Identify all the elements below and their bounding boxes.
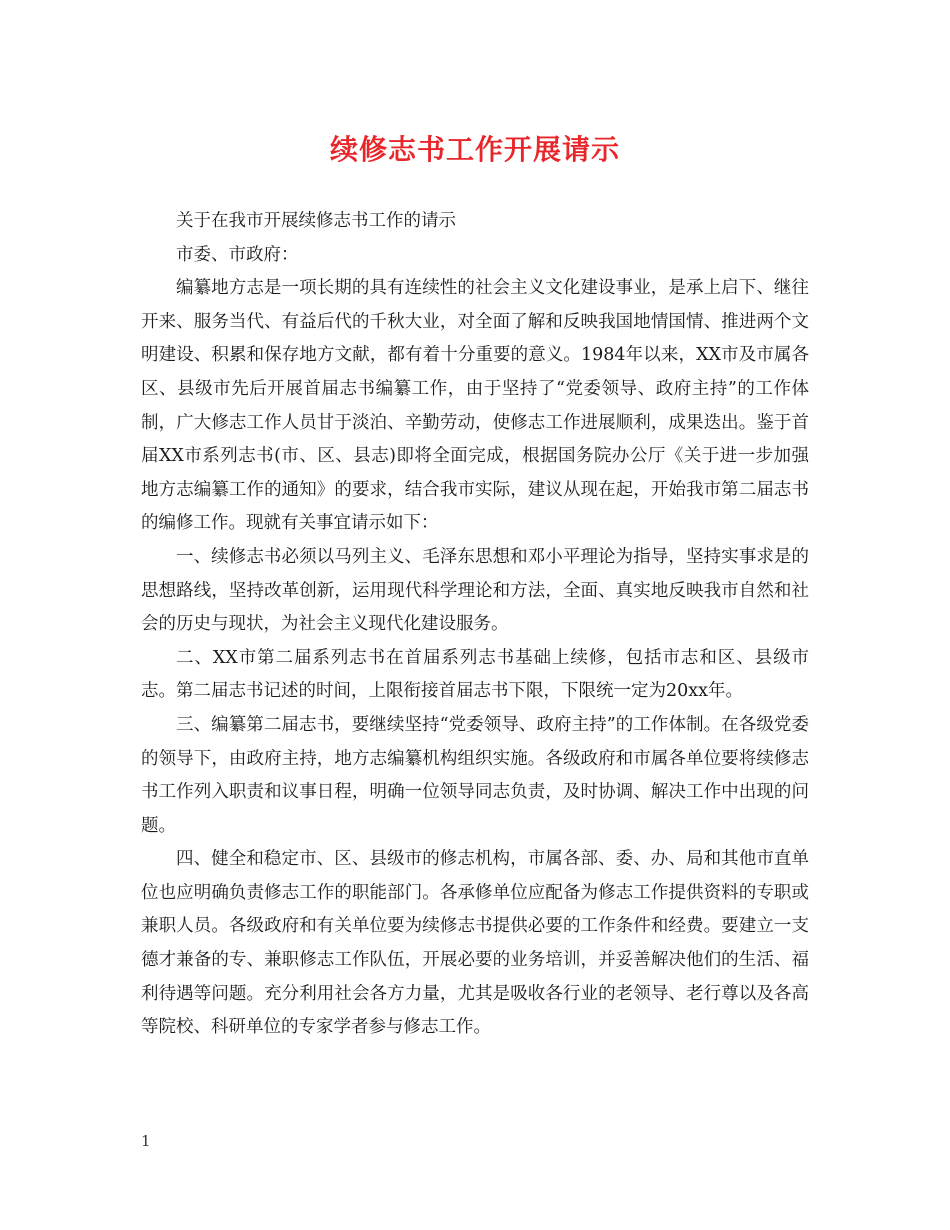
- paragraph-item-3: 三、编纂第二届志书，要继续坚持“党委领导、政府主持”的工作体制。在各级党委的领导下，由政府主持，地方志编纂机构组织实施。各级政府和市属各单位要将续修志书工作列入职责和议事日程，明确一位领导同志负责，及时协调、解决工作中出现的问题。: [141, 714, 809, 836]
- paragraph-item-4: 四、健全和稳定市、区、县级市的修志机构，市属各部、委、办、局和其他市直单位也应明确负责修志工作的职能部门。各承修单位应配备为修志工作提供资料的专职或兼职人员。各级政府和有关单位要为续修志书提供必要的工作条件和经费。要建立一支德才兼备的专、兼职修志工作队伍，开展必要的业务培训，并妥善解决他们的生活、福利待遇等问题。充分利用社会各方力量，尤其是吸收各行业的老领导、老行尊以及各高等院校、科研单位的专家学者参与修志工作。: [141, 849, 809, 1038]
- salutation: 市委、市政府：: [176, 244, 299, 265]
- page-number: 1: [141, 1132, 151, 1150]
- paragraph-intro: 编纂地方志是一项长期的具有连续性的社会主义文化建设事业，是承上启下、继往开来、服务当代、有益后代的千秋大业，对全面了解和反映我国地情国情、推进两个文明建设、积累和保存地方文献，都有着十分重要的意义。1984年以来，XX市及市属各区、县级市先后开展首届志书编纂工作，由于坚持了“党委领导、政府主持”的工作体制，广大修志工作人员甘于淡泊、辛勤劳动，使修志工作进展顺利，成果迭出。鉴于首届XX市系列志书(市、区、县志)即将全面完成，根据国务院办公厅《关于进一步加强地方志编纂工作的通知》的要求，结合我市实际，建议从现在起，开始我市第二届志书的编修工作。现就有关事宜请示如下：: [141, 278, 809, 534]
- document-body: [141, 205, 809, 1045]
- subject-line: 关于在我市开展续修志书工作的请示: [176, 211, 456, 231]
- document-title: 续修志书工作开展请示: [329, 133, 620, 166]
- paragraph-item-1: 一、续修志书必须以马列主义、毛泽东思想和邓小平理论为指导，坚持实事求是的思想路线，坚持改革创新，运用现代科学理论和方法，全面、真实地反映我市自然和社会的历史与现状，为社会主义现代化建设服务。: [141, 546, 809, 635]
- paragraph-item-2: 二、XX市第二届系列志书在首届系列志书基础上续修，包括市志和区、县级市志。第二届志书记述的时间，上限衔接首届志书下限，下限统一定为20xx年。: [141, 647, 809, 702]
